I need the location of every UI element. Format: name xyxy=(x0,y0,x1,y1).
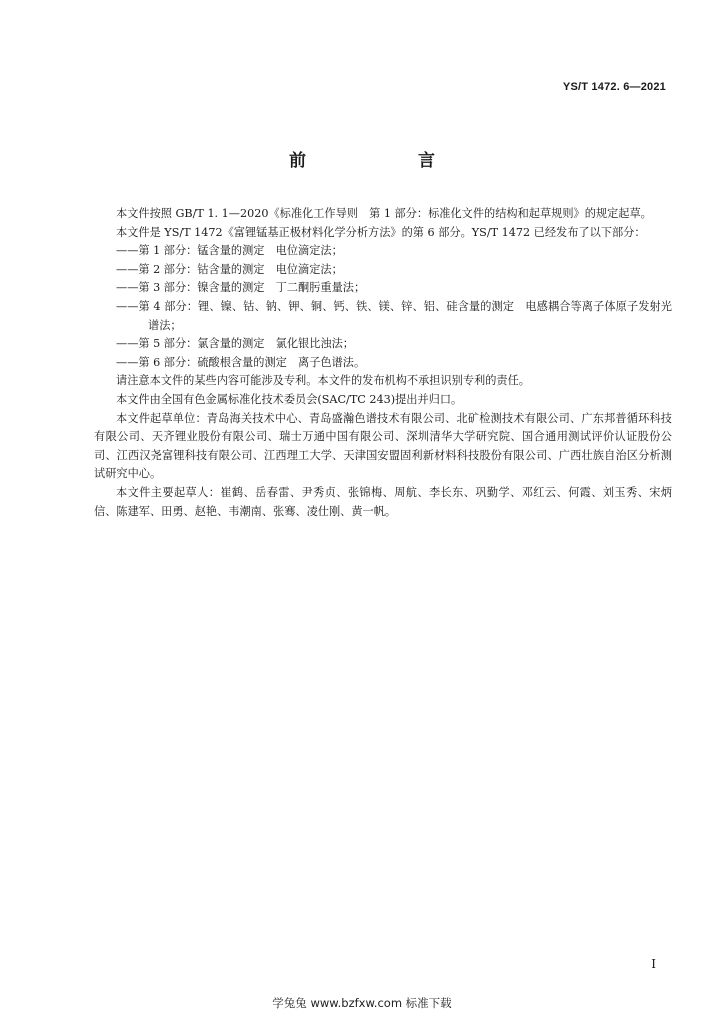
list-item: ——第 1 部分：锰含量的测定 电位滴定法； xyxy=(116,244,343,258)
paragraph-series-intro: 本文件是 YS/T 1472《富锂锰基正极材料化学分析方法》的第 6 部分。YS/T 1472 已经发布了以下部分： xyxy=(116,225,646,239)
page-number: I xyxy=(651,957,656,971)
list-item: ——第 3 部分：镍含量的测定 丁二酮肟重量法； xyxy=(116,281,366,295)
watermark-text: 学兔兔 www.bzfxw.com 标准下载 xyxy=(272,996,452,1010)
list-item: ——第 4 部分：锂、镍、钴、钠、钾、铜、钙、铁、镁、锌、铝、硅含量的测定 电感耦合等离子体原子发射光谱法； xyxy=(116,299,672,332)
paragraph-drafters: 本文件主要起草人：崔鹤、岳春雷、尹秀贞、张锦梅、周航、李长东、巩勤学、邓红云、何霞、刘玉秀、宋炳信、陈建军、田勇、赵艳、韦潮南、张骞、凌仕刚、黄一帆。 xyxy=(94,485,672,518)
paragraph-drafting-units: 本文件起草单位：青岛海关技术中心、青岛盛瀚色谱技术有限公司、北矿检测技术有限公司、广东邦普循环科技有限公司、天齐锂业股份有限公司、瑞士万通中国有限公司、深圳清华大学研究院、国合通用测试评价认证股份公司、江西汉尧富锂科技有限公司、江西理工大学、天津国安盟固利新材料科技股份有限公司、广西壮族自治区分析测试研究中心。 xyxy=(94,411,672,481)
list-item: ——第 6 部分：硫酸根含量的测定 离子色谱法。 xyxy=(116,355,366,369)
document-body xyxy=(94,205,672,521)
page-title: 前 言 xyxy=(289,151,461,171)
list-item: ——第 2 部分：钴含量的测定 电位滴定法； xyxy=(116,262,343,276)
paragraph-proposed-by: 本文件由全国有色金属标准化技术委员会(SAC/TC 243)提出并归口。 xyxy=(116,392,463,406)
parts-list xyxy=(94,242,672,372)
standard-code: YS/T 1472. 6—2021 xyxy=(562,81,666,93)
list-item: ——第 5 部分：氯含量的测定 氯化银比浊法； xyxy=(116,337,354,351)
paragraph-patent-notice: 请注意本文件的某些内容可能涉及专利。本文件的发布机构不承担识别专利的责任。 xyxy=(116,374,530,388)
paragraph-drafting-rules: 本文件按照 GB/T 1. 1—2020《标准化工作导则 第 1 部分：标准化文件的结构和起草规则》的规定起草。 xyxy=(116,207,652,220)
